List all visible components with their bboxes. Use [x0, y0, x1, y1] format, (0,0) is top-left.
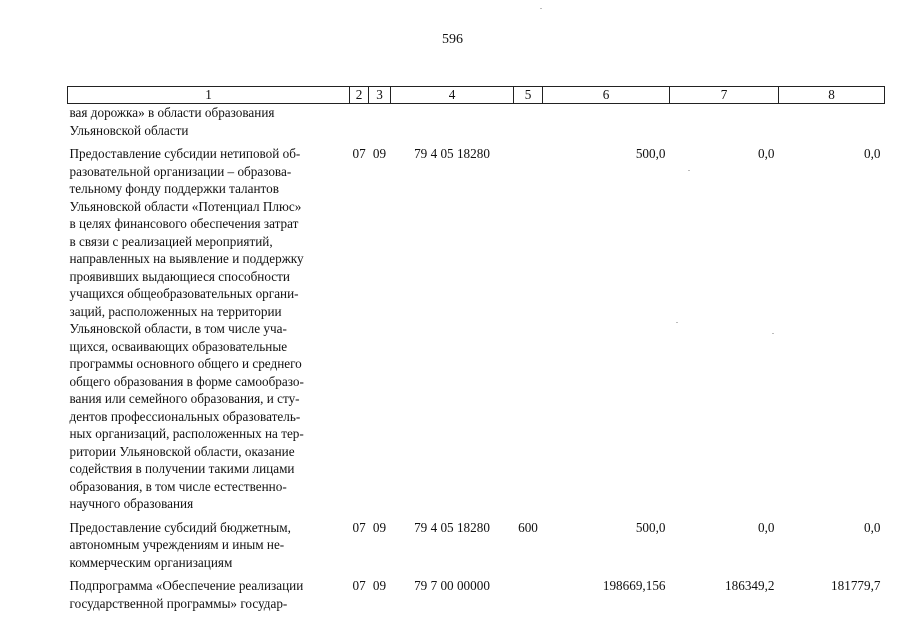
budget-table [67, 86, 885, 612]
description-line: тельному фонду поддержки талантов [69, 181, 279, 196]
section-code: 07 [352, 519, 366, 535]
description-line: вая дорожка» в области образования [69, 105, 275, 120]
header-col-8: 8 [779, 87, 885, 104]
description-line: вания или семейного образования, и сту- [69, 391, 300, 406]
scan-speck [540, 8, 542, 9]
target-article-code: 79 4 05 18280 [414, 146, 490, 161]
amount-year-3: 181779,7 [831, 578, 881, 593]
row-description [68, 104, 350, 140]
row-description [68, 519, 350, 572]
description-line: общего образования в форме самообразо- [69, 373, 304, 389]
description-line: проявивших выдающиеся способности [69, 268, 290, 284]
amount-year-1 [543, 104, 670, 140]
page-number: 596 [442, 32, 463, 47]
description-line: в целях финансового обеспечения затрат [69, 216, 299, 231]
header-col-1: 1 [68, 87, 350, 104]
table-row [68, 145, 885, 513]
target-article-code: 79 7 00 00000 [414, 578, 490, 593]
expense-type-code [514, 145, 543, 513]
subsection-code: 09 [372, 146, 387, 161]
description-line: программы основного общего и среднего [69, 356, 302, 371]
description-line: Предоставление субсидии нетиповой об- [69, 146, 301, 161]
description-line: щихся, осваивающих образовательные [69, 338, 288, 354]
table-header [68, 87, 885, 104]
header-col-3: 3 [369, 87, 391, 104]
description-line: государственной программы» государ- [69, 595, 288, 611]
description-line: дентов профессиональных образователь- [69, 408, 301, 424]
description-line: содействия в получении такими лицами [69, 461, 295, 476]
section-code: 07 [352, 578, 366, 593]
expense-type-code [514, 104, 543, 140]
table-body [68, 104, 885, 613]
description-line: в связи с реализацией мероприятий, [69, 233, 273, 249]
amount-year-1: 198669,156 [602, 578, 666, 593]
description-line: разовательной организации – образова- [69, 163, 292, 179]
description-line: направленных на выявление и поддержку [69, 251, 304, 266]
description-line: ритории Ульяновской области, оказание [69, 443, 295, 459]
section-code: 07 [352, 146, 366, 161]
row-description [68, 577, 350, 612]
table-row [68, 577, 885, 612]
description-line: заций, расположенных на территории [69, 303, 282, 319]
amount-year-2: 186349,2 [725, 578, 775, 593]
description-line: учащихся общеобразовательных органи- [69, 286, 299, 301]
amount-year-1: 500,0 [635, 519, 666, 535]
amount-year-3 [779, 104, 885, 140]
subsection-code: 09 [372, 578, 387, 593]
header-col-7: 7 [670, 87, 779, 104]
amount-year-3: 0,0 [864, 519, 881, 535]
expense-type-code: 600 [518, 519, 538, 535]
description-line: автономным учреждениям и иным не- [69, 537, 285, 552]
header-col-2: 2 [350, 87, 369, 104]
description-line: Предоставление субсидий бюджетным, [69, 519, 291, 535]
amount-year-3: 0,0 [864, 146, 881, 161]
description-line: Ульяновской области [69, 122, 189, 138]
table-row [68, 104, 885, 140]
description-line: коммерческим организациям [69, 554, 233, 570]
description-line: Ульяновской области «Потенциал Плюс» [69, 198, 302, 214]
amount-year-2 [670, 104, 779, 140]
table-row [68, 519, 885, 572]
description-line: ных организаций, расположенных на тер- [69, 426, 304, 441]
header-col-4: 4 [391, 87, 514, 104]
header-col-5: 5 [514, 87, 543, 104]
description-line: образования, в том числе естественно- [69, 478, 287, 494]
scan-speck [676, 322, 678, 323]
description-line: Ульяновской области, в том числе уча- [69, 321, 287, 336]
subsection-code: 09 [372, 519, 387, 535]
description-line: научного образования [69, 496, 194, 511]
amount-year-2: 0,0 [758, 146, 775, 161]
amount-year-2: 0,0 [758, 519, 775, 535]
header-row [68, 87, 885, 104]
description-line: Подпрограмма «Обеспечение реализации [69, 578, 304, 593]
target-article-code: 79 4 05 18280 [414, 519, 490, 535]
target-article-code [391, 104, 514, 140]
section-code [350, 104, 369, 140]
expense-type-code [514, 577, 543, 612]
scan-speck [688, 170, 690, 171]
subsection-code [369, 104, 391, 140]
scan-speck [772, 333, 774, 334]
header-col-6: 6 [543, 87, 670, 104]
row-description [68, 145, 350, 513]
amount-year-1: 500,0 [635, 146, 666, 161]
